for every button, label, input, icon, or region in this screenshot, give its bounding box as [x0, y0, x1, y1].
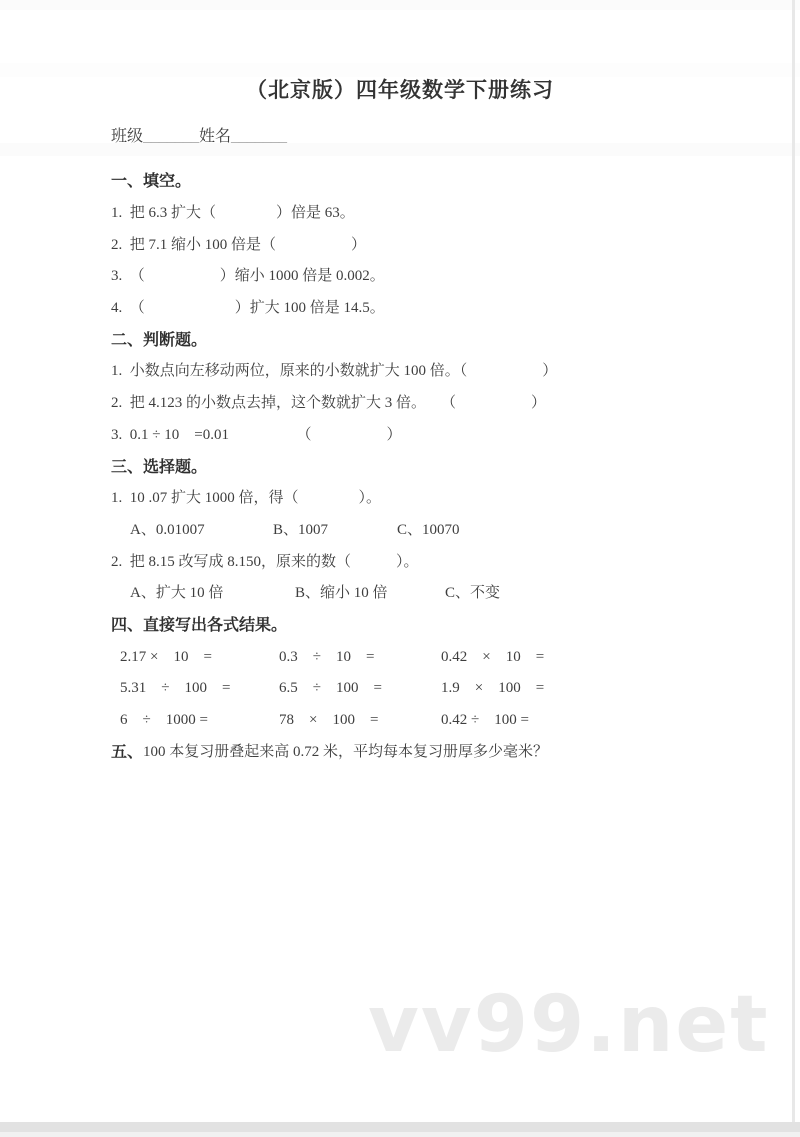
section-choice-heading: 三、选择题。 [111, 458, 208, 476]
choice-q2-options [111, 576, 770, 608]
name-blank-line: _______ [231, 128, 288, 145]
name-label: 姓名 [199, 128, 232, 145]
class-blank-line: _______ [143, 128, 200, 145]
calc-expression: 0.3 ÷ 10 = [279, 648, 375, 665]
calc-expression: 5.31 ÷ 100 = [120, 680, 231, 697]
choice-q2-option-a: A、扩大 10 倍 [130, 585, 224, 602]
choice-q2-option-b: B、缩小 10 倍 [295, 585, 388, 602]
calc-expression: 1.9 × 100 = [441, 680, 545, 697]
page-edge-line [792, 0, 795, 1122]
calc-expression: 0.42 × 10 = [441, 648, 545, 665]
watermark: vv99.net [368, 980, 770, 1070]
section-word-problem [111, 734, 770, 766]
choice-q1-option-a: A、0.01007 [130, 521, 205, 538]
calc-row-3 [111, 703, 770, 735]
section-judge-heading: 二、判断题。 [111, 331, 208, 349]
scan-artifact-stripe [0, 0, 800, 10]
fill-item-4: 4. （ ）扩大 100 倍是 14.5。 [111, 300, 385, 317]
calc-expression: 6 ÷ 1000 = [120, 712, 208, 729]
choice-q2-option-c: C、不变 [445, 585, 501, 602]
choice-question-1: 1. 10 .07 扩大 1000 倍，得（ ）。 [111, 490, 382, 507]
page-title: （北京版）四年级数学下册练习 [246, 78, 554, 102]
calc-expression: 0.42 ÷ 100 = [441, 712, 529, 729]
fill-item-2: 2. 把 7.1 缩小 100 倍是（ ） [111, 236, 367, 253]
word-problem-number: 五、 [111, 743, 144, 761]
bottom-light-band [0, 1132, 800, 1137]
choice-q1-option-b: B、1007 [273, 521, 329, 538]
judge-item-3: 3. 0.1 ÷ 10 =0.01 （ ） [111, 426, 402, 443]
section-calc-heading: 四、直接写出各式结果。 [111, 616, 288, 634]
judge-item-2: 2. 把 4.123 的小数点去掉，这个数就扩大 3 倍。 （ ） [111, 395, 547, 412]
calc-expression: 6.5 ÷ 100 = [279, 680, 382, 697]
choice-question-2: 2. 把 8.15 改写成 8.150，原来的数（ ）。 [111, 553, 419, 570]
calc-row-1 [111, 639, 770, 671]
choice-q1-option-c: C、10070 [397, 521, 460, 538]
fill-item-3: 3. （ ）缩小 1000 倍是 0.002。 [111, 268, 385, 285]
bottom-gray-band [0, 1122, 800, 1132]
judge-item-1: 1. 小数点向左移动两位，原来的小数就扩大 100 倍。（ ） [111, 363, 558, 380]
calc-row-2 [111, 671, 770, 703]
choice-q1-options [111, 513, 770, 545]
fill-item-1: 1. 把 6.3 扩大（ ）倍是 63。 [111, 205, 355, 222]
word-problem-text: 100 本复习册叠起来高 0.72 米，平均每本复习册厚多少毫米？ [143, 743, 549, 760]
student-info-line [111, 123, 287, 146]
class-label: 班级 [111, 128, 144, 145]
worksheet-body [111, 164, 770, 766]
section-fill-heading: 一、填空。 [111, 173, 192, 191]
calc-expression: 2.17 × 10 = [120, 648, 212, 665]
calc-expression: 78 × 100 = [279, 712, 379, 729]
